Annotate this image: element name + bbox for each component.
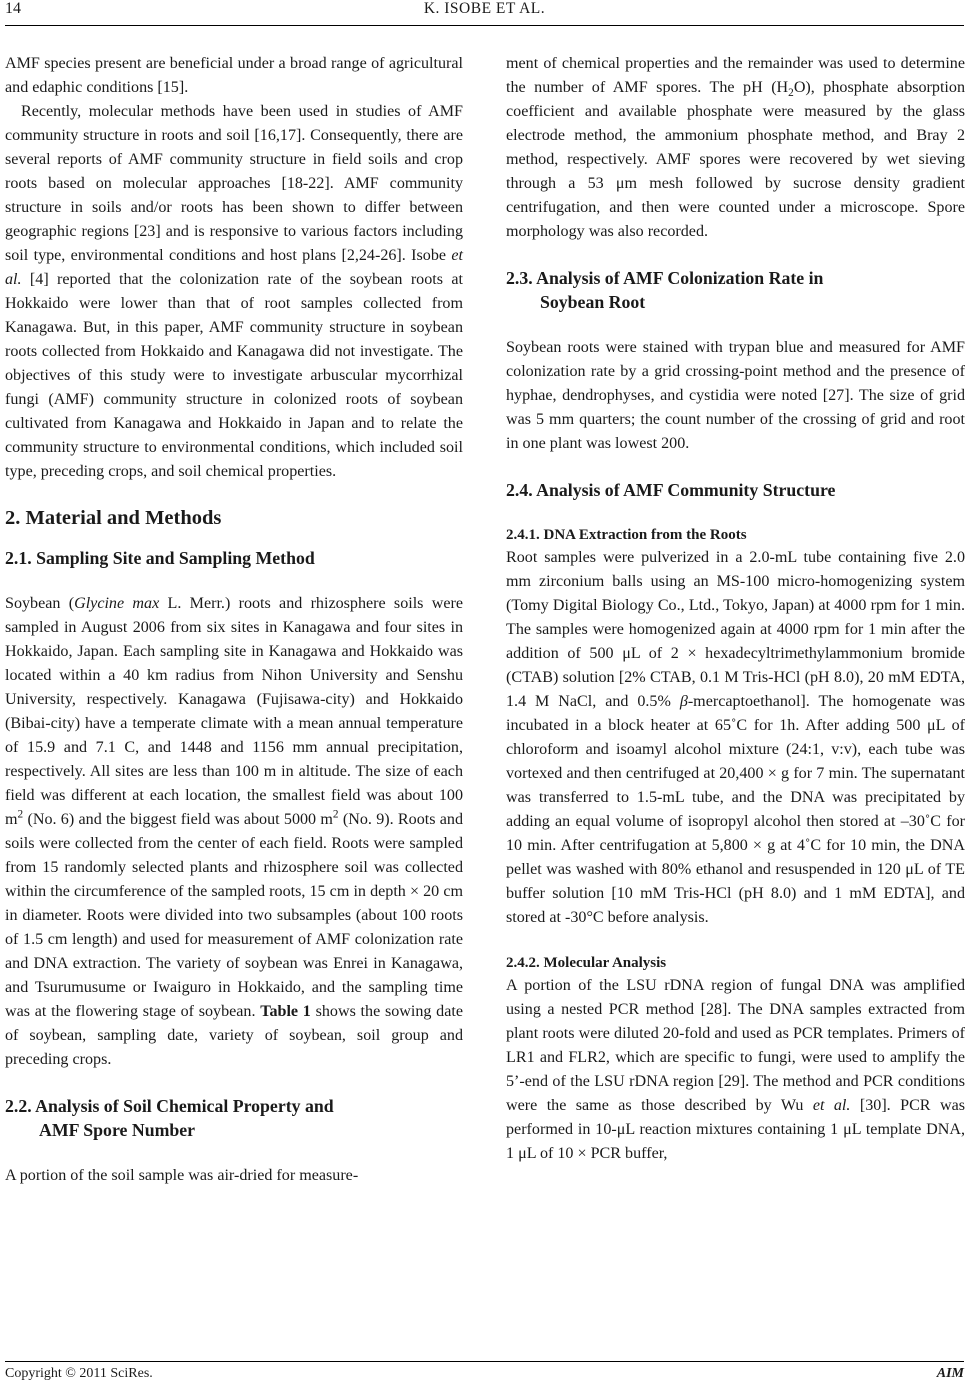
subsubsection-heading-2-4-1: 2.4.1. DNA Extraction from the Roots [506,527,747,543]
journal-abbreviation: AIM [936,1366,964,1381]
paragraph-2-2-continued: ment of chemical properties and the remainder was used to determine the number of AMF spores. The pH $(H_2O)$, phosphate absorption coefficient and available phosphate were measured by the glass electrode method, the ammonium phosphate method, and Bray 2 method, respectively. AMF spores were recovered by wet sieving through a 53 μm mesh followed by sucrose density gradient centrifugation, and then were counted under a microscope. Spore morphology was also recorded. [506,55,965,240]
header-rule [5,25,964,26]
right-column [506,52,965,1166]
page-number: 14 [5,0,21,17]
subsection-heading-2-1: 2.1. Sampling Site and Sampling Method [5,548,315,568]
paragraph-2-1: Soybean (Glycine max L. Merr.) roots and rhizosphere soils were sampled in August 2006 from six sites in Kanagawa and four sites in Hokkaido, Japan. Each sampling site in Kanagawa and Hokkaido was located within a 40 km radius from Nihon University and Senshu University, respectively. Kanagawa (Fujisawa-city) and Hokkaido (Bibai-city) have a temperate climate with a mean annual temperature of 15.9 and 7.1 C, and 1448 and 1156 mm annual precipitation, respectively. All sites are less than 100 m in altitude. The size of each field was different at each location, the smallest field was about 100 $m^2$ (No. 6) and the biggest field was about 5000 $m^2$ (No. 9). Roots and soils were collected from the center of each field. Roots were sampled from 15 randomly selected plants and rhizosphere soil was collected within the circumference of the sampled roots, 15 cm in depth × 20 cm in diameter. Roots were divided into two subsamples (about 100 roots of 1.5 cm length) and used for measurement of AMF colonization rate and DNA extraction. The variety of soybean was Enrei in Kanagawa, and Tsurumusume or Iwaiguro in Hokkaido, and the sampling time was at the flowering stage of soybean. Table 1 shows the sowing date of soybean, sampling date, variety of soybean, soil group and preceding crops. [5,595,464,1068]
paragraph-2-4-1: Root samples were pulverized in a 2.0-mL tube containing five 2.0 mm zirconium balls using an MS-100 micro-homogenizing system (Tomy Digital Biology Co., Ltd., Tokyo, Japan) at 4000 rpm for 1 min. The samples were homogenized again at 4000 rpm for 1 min after the addition of 500 μL of 2 × hexadecyltrimethylammonium bromide (CTAB) solution [2% CTAB, 0.1 M Tris-HCl (pH 8.0), 20 mM EDTA, 1.4 M NaCl, and 0.5% β-mercaptoethanol]. The homogenate was incubated in a block heater at 65˚C for 1h. After adding 500 μL of chloroform and isoamyl alcohol mixture (24:1, v:v), each tube was vortexed and then centrifuged at 20,400 × g for 7 min. The supernatant was transferred to 1.5-mL tube, and the DNA was precipitated by adding an equal volume of isopropyl alcohol then stored at –30˚C for 10 min. After centrifugation at 5,800 × g at 4˚C for 10 min, the DNA pellet was washed with 80% ethanol and resuspended in 120 μL of TE buffer solution [10 mM Tris-HCl (pH 8.0) and 1 mM EDTA], and stored at -30°C before analysis. [506,549,965,926]
section-heading-methods: 2. Material and Methods [5,507,222,529]
left-column [5,52,463,1188]
subsection-heading-2-2: 2.2. Analysis of Soil Chemical Property and AMF Spore Number [5,1096,334,1140]
paragraph-2-2-start: A portion of the soil sample was air-dried for measure- [5,1167,359,1184]
copyright-notice: Copyright © 2011 SciRes. [5,1366,153,1381]
paragraph-2-4-2: A portion of the LSU rDNA region of fungal DNA was amplified using a nested PCR method [28]. The DNA samples extracted from plant roots were diluted 20-fold and used as PCR templates. Primers of LR1 and FLR2, which are specific to fungi, were used to amplify the 5’-end of the LSU rDNA region [29]. The method and PCR conditions were the same as those described by Wu et al. [30]. PCR was performed in 10-μL reaction mixtures containing 1 μL template DNA, 1 μL of 10 × PCR buffer, [506,977,965,1162]
running-head: K. ISOBE ET AL. [423,0,546,17]
intro-paragraph-1: AMF species present are beneficial under a broad range of agricultural and edaphic conditions [15]. [5,55,463,96]
intro-paragraph-2: Recently, molecular methods have been used in studies of AMF community structure in roots and soil [16,17]. Consequently, there are several reports of AMF community structure in field soils and crop roots based on molecular approaches [18-22]. AMF community structure in soils and/or roots has been shown to differ between geographic regions [23] and is responsive to various factors including soil type, environmental conditions and host plans [2,24-26]. Isobe et al. [4] reported that the colonization rate of the soybean roots at Hokkaido were lower than that of root samples collected from Kanagawa. But, in this paper, AMF community structure in soybean roots collected from Hokkaido and Kanagawa did not investigate. The objectives of this study were to investigate arbuscular mycorrhizal fungi (AMF) community structure in colonized roots of soybean cultivated from Kanagawa and Hokkaido in Japan and to relate the community structure to environmental conditions, which included soil type, preceding crops, and soil chemical properties. [5,103,463,480]
paragraph-2-3: Soybean roots were stained with trypan blue and measured for AMF colonization rate by a grid crossing-point method and the presence of hyphae, dendrophyses, and cystidia were noted [27]. The size of grid was 5 mm quarters; the count number of the crossing of grid and root in one plant was lowest 200. [506,339,965,452]
subsubsection-heading-2-4-2: 2.4.2. Molecular Analysis [506,955,667,971]
subsection-heading-2-3: 2.3. Analysis of AMF Colonization Rate in Soybean Root [506,268,824,312]
subsection-heading-2-4: 2.4. Analysis of AMF Community Structure [506,480,836,500]
footer-rule [5,1361,964,1362]
